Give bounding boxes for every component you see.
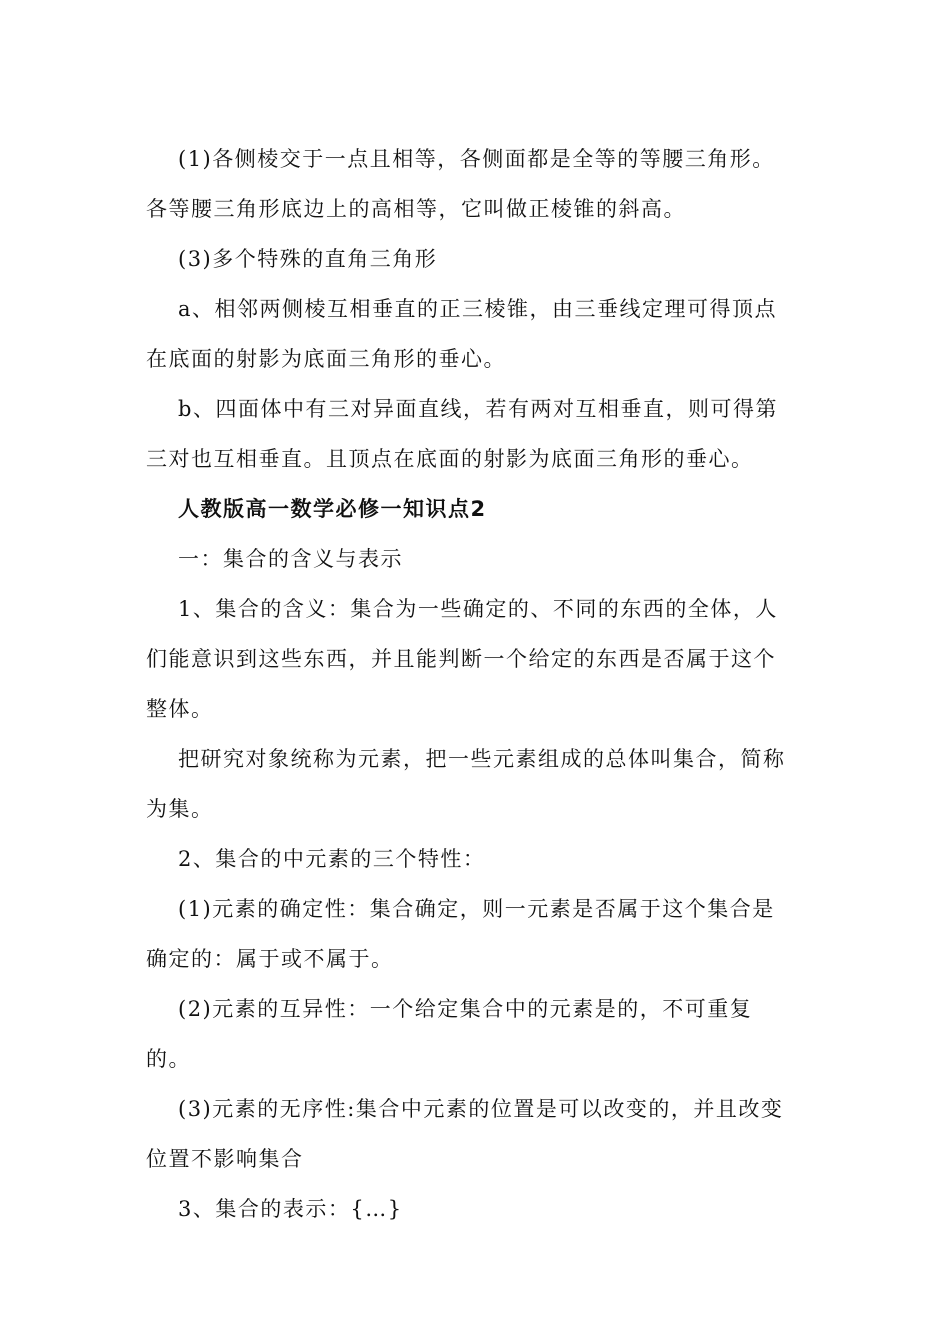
paragraph: 3、集合的表示：{…}	[178, 1197, 403, 1221]
paragraph: b、四面体中有三对异面直线，若有两对互相垂直，则可得第三对也互相垂直。且顶点在底面的射影为底面三角形的垂心。	[146, 397, 778, 471]
paragraph: a、相邻两侧棱互相垂直的正三棱锥，由三垂线定理可得顶点在底面的射影为底面三角形的垂心。	[146, 297, 778, 371]
paragraph: (1)元素的确定性：集合确定，则一元素是否属于这个集合是确定的：属于或不属于。	[146, 897, 775, 971]
paragraph: 把研究对象统称为元素，把一些元素组成的总体叫集合，简称为集。	[146, 747, 786, 821]
paragraph: 各等腰三角形底边上的高相等，它叫做正棱锥的斜高。	[146, 197, 686, 221]
paragraph: (2)元素的互异性：一个给定集合中的元素是的，不可重复的。	[146, 997, 753, 1071]
paragraph: (3)多个特殊的直角三角形	[178, 247, 438, 271]
document-body	[146, 134, 796, 1234]
paragraph: (1)各侧棱交于一点且相等，各侧面都是全等的等腰三角形。	[178, 147, 775, 171]
paragraph: 一：集合的含义与表示	[178, 547, 403, 571]
paragraph: 2、集合的中元素的三个特性：	[178, 847, 486, 871]
paragraph: 1、集合的含义：集合为一些确定的、不同的东西的全体，人们能意识到这些东西，并且能判断一个给定的东西是否属于这个整体。	[146, 597, 778, 721]
section-heading: 人教版高一数学必修一知识点2	[178, 497, 487, 521]
paragraph: (3)元素的无序性:集合中元素的位置是可以改变的，并且改变位置不影响集合	[146, 1097, 784, 1171]
